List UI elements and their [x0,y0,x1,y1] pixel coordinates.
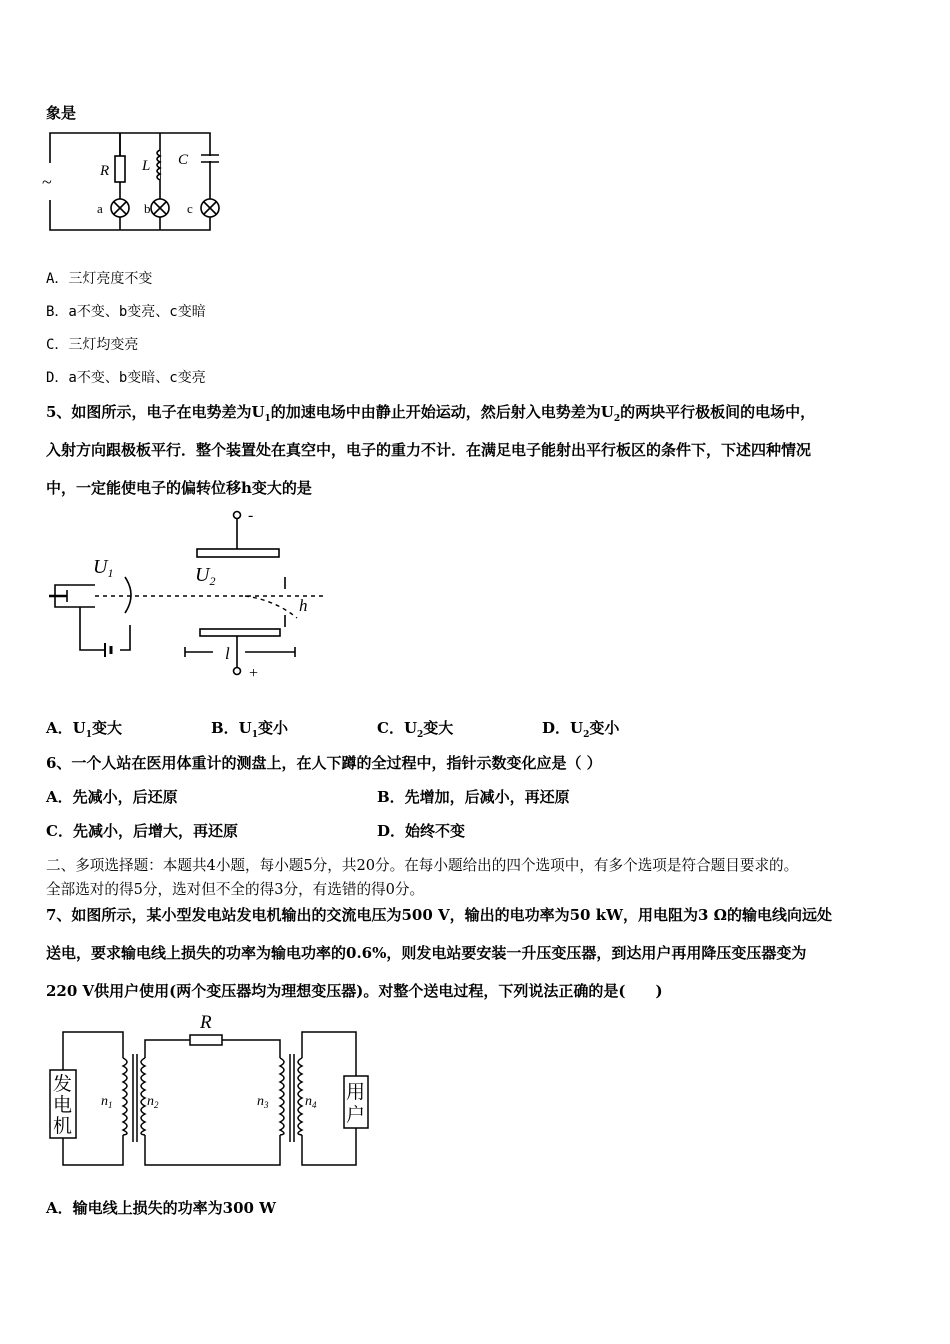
q7-stem-line2: 送电，要求输电线上损失的功率为输电功率的0.6%，则发电站要安装一升压变压器，到达用户再用降压变压器变为 [46,944,807,962]
q7-generator-char-1: 发 [53,1074,73,1095]
q4-label-c: c [187,201,193,216]
q4-option-c[interactable]: C．三灯均变亮 [46,337,139,353]
section2-header-line2: 全部选对的得5分，选对但不全的得3分，有选错的得0分。 [46,881,425,898]
q7-label-n4: $n_4$ [305,1094,317,1110]
q5-label-h: h [299,596,308,615]
q7-generator-char-2: 电 [53,1095,73,1116]
q4-option-b[interactable]: B．a不变、b变亮、c变暗 [46,304,206,320]
q7-label-n3: $n_3$ [257,1094,269,1110]
q6-option-c[interactable]: C．先减小，后增大，再还原 [46,822,238,840]
q4-label-C: C [178,152,189,168]
q7-option-a[interactable]: A．输电线上损失的功率为300 W [46,1199,277,1217]
q4-label-source: ~ [42,172,52,192]
q5-stem-line1: 5、如图所示，电子在电势差为$U_1$的加速电场中由静止开始运动，然后射入电势差为$U_2$的两块平行极板间的电场中， [46,403,816,424]
q7-label-R: R [200,1012,212,1033]
q5-label-plus: + [249,665,259,682]
q5-label-l: l [225,644,230,663]
q5-option-a[interactable]: A．$U_1$变大 [46,719,123,740]
q7-transmission-figure [45,1010,375,1170]
q7-user-char-2: 户 [346,1105,366,1126]
section2-header-line1: 二、多项选择题：本题共4小题，每小题5分，共20分。在每小题给出的四个选项中，有多个选项是符合题目要求的。 [46,857,799,874]
q4-option-d[interactable]: D．a不变、b变暗、c变亮 [46,370,206,386]
q7-stem-line1: 7、如图所示，某小型发电站发电机输出的交流电压为500 V，输出的电功率为50 kW，用电阻为3 Ω的输电线向远处 [46,906,832,924]
q5-label-U1: $U_1$ [93,556,114,580]
q7-user-char-1: 用 [346,1082,366,1103]
q4-label-L: L [142,158,151,174]
q5-stem-line3: 中，一定能使电子的偏转位移h变大的是 [46,479,312,497]
q7-generator-char-3: 机 [53,1116,73,1137]
q4-label-R: R [100,163,110,179]
q6-option-a[interactable]: A．先减小，后还原 [46,788,178,806]
q6-stem: 6、一个人站在医用体重计的测盘上，在人下蹲的全过程中，指针示数变化应是（ ） [46,754,602,772]
q7-label-n1: $n_1$ [101,1094,113,1110]
q4-option-a[interactable]: A．三灯亮度不变 [46,271,153,287]
q5-deflection-figure [45,505,335,685]
q4-circuit-figure [40,128,230,238]
q5-option-b[interactable]: B．$U_1$变小 [211,719,289,740]
q6-option-d[interactable]: D．始终不变 [377,822,466,840]
q5-label-minus: - [248,507,254,524]
q7-stem-line3: 220 V供用户使用(两个变压器均为理想变压器)。对整个送电过程，下列说法正确的是( ) [46,982,663,1000]
q5-label-U2: $U_2$ [195,564,216,588]
q4-stem-tail: 象是 [46,104,77,122]
q4-label-a: a [97,201,103,216]
q4-label-b: b [144,201,151,216]
q5-option-c[interactable]: C．$U_2$变大 [377,719,454,740]
q5-option-d[interactable]: D．$U_2$变小 [542,719,620,740]
q5-stem-line2: 入射方向跟极板平行．整个装置处在真空中，电子的重力不计．在满足电子能射出平行板区的条件下，下述四种情况 [46,441,812,459]
q6-option-b[interactable]: B．先增加，后减小，再还原 [377,788,570,806]
q7-label-n2: $n_2$ [147,1094,159,1110]
